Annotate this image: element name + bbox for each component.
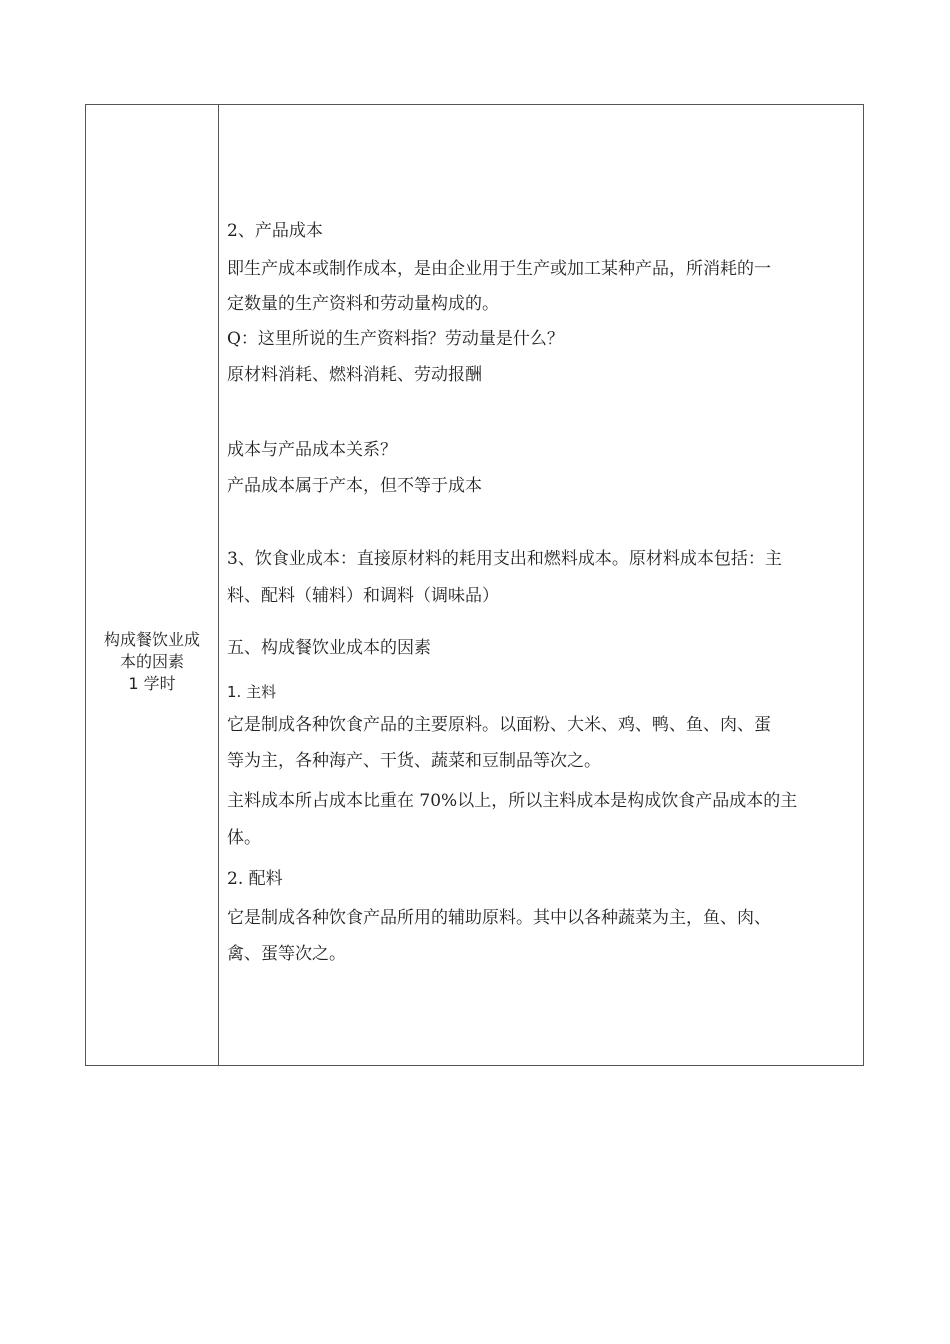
subheading: 1. 主料	[227, 683, 277, 701]
topic-hours: 1 学时	[128, 674, 176, 693]
text-line: 它是制成各种饮食产品所用的辅助原料。其中以各种蔬菜为主，鱼、肉、	[227, 908, 771, 928]
subheading: 2. 配料	[227, 869, 283, 889]
text-line: 产品成本属于产本，但不等于成本	[227, 476, 482, 496]
topic-title-line-2: 本的因素	[119, 652, 184, 671]
text-line: 主料成本所占成本比重在 70%以上，所以主料成本是构成饮食产品成本的主	[227, 791, 798, 811]
text-line: 禽、蛋等次之。	[227, 944, 346, 964]
lesson-table	[85, 104, 864, 1066]
text-line: 3、饮食业成本：直接原材料的耗用支出和燃料成本。原材料成本包括：主	[227, 549, 782, 569]
text-line: 即生产成本或制作成本，是由企业用于生产或加工某种产品，所消耗的一	[227, 259, 771, 279]
text-line: 2、产品成本	[227, 221, 323, 241]
column-divider	[218, 105, 219, 1065]
topic-title-line-1: 构成餐饮业成	[103, 630, 200, 649]
text-line: 原材料消耗、燃料消耗、劳动报酬	[227, 365, 482, 385]
text-line: 它是制成各种饮食产品的主要原料。以面粉、大米、鸡、鸭、鱼、肉、蛋	[227, 715, 771, 735]
topic-cell	[86, 629, 218, 695]
text-line: 等为主，各种海产、干货、蔬菜和豆制品等次之。	[227, 751, 601, 771]
text-line: 体。	[227, 828, 261, 848]
text-line: 定数量的生产资料和劳动量构成的。	[227, 294, 499, 314]
text-line: 成本与产品成本关系？	[227, 440, 397, 460]
text-line: 料、配料（辅料）和调料（调味品）	[227, 586, 499, 606]
section-heading: 五、构成餐饮业成本的因素	[227, 638, 431, 658]
text-line: Q：这里所说的生产资料指？劳动量是什么？	[227, 329, 564, 349]
